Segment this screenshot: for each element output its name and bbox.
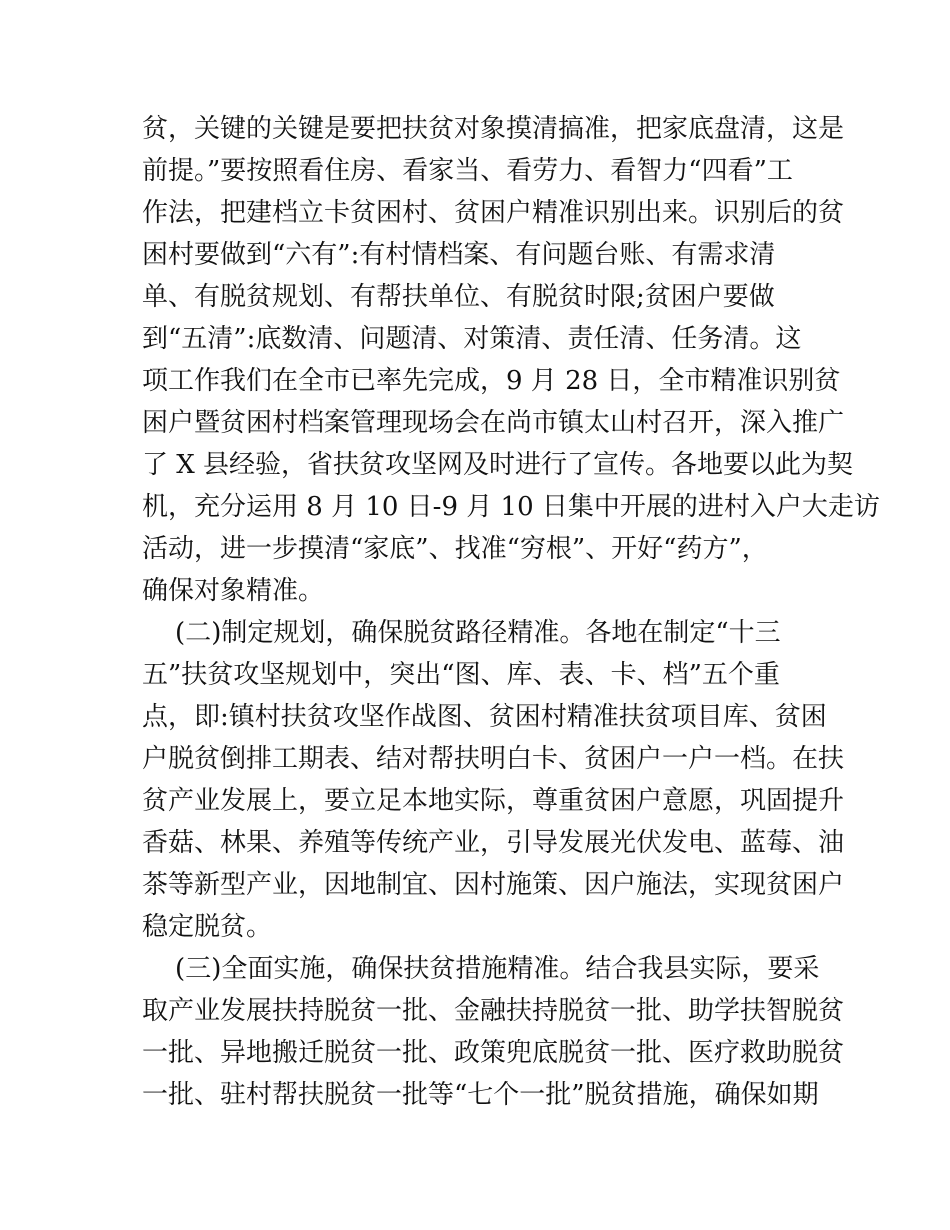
document-body — [142, 108, 880, 1116]
text-line: 户脱贫倒排工期表、结对帮扶明白卡、贫困户一户一档。在扶 — [142, 744, 845, 774]
text-line: 一批、异地搬迁脱贫一批、政策兜底脱贫一批、医疗救助脱贫 — [142, 1038, 845, 1068]
text-line: 单、有脱贫规划、有帮扶单位、有脱贫时限;贫困户要做 — [142, 282, 775, 312]
text-line: (三)全面实施，确保扶贫措施精准。结合我县实际，要采 — [142, 954, 820, 984]
text-line: 作法，把建档立卡贫困村、贫困户精准识别出来。识别后的贫 — [142, 198, 845, 228]
text-line: 项工作我们在全市已率先完成，9 月 28 日，全市精准识别贫 — [142, 366, 841, 396]
text-line: 机，充分运用 8 月 10 日-9 月 10 日集中开展的进村入户大走访 — [142, 492, 880, 522]
text-line: 到“五清”:底数清、问题清、对策清、责任清、任务清。这 — [142, 324, 802, 354]
text-line: 了 X 县经验，省扶贫攻坚网及时进行了宣传。各地要以此为契 — [142, 450, 854, 480]
text-line: 贫产业发展上，要立足本地实际，尊重贫困户意愿，巩固提升 — [142, 786, 845, 816]
text-line: 取产业发展扶持脱贫一批、金融扶持脱贫一批、助学扶智脱贫 — [142, 996, 845, 1026]
text-line: 香菇、林果、养殖等传统产业，引导发展光伏发电、蓝莓、油 — [142, 828, 845, 858]
text-line: 一批、驻村帮扶脱贫一批等“七个一批”脱贫措施，确保如期 — [142, 1080, 819, 1110]
text-line: 前提。”要按照看住房、看家当、看劳力、看智力“四看”工 — [142, 156, 793, 186]
text-line: 稳定脱贫。 — [142, 912, 273, 942]
text-line: 确保对象精准。 — [142, 576, 325, 606]
text-line: 困村要做到“六有”:有村情档案、有问题台账、有需求清 — [142, 240, 776, 270]
text-line: 茶等新型产业，因地制宜、因村施策、因户施法，实现贫困户 — [142, 870, 845, 900]
text-line: 五”扶贫攻坚规划中，突出“图、库、表、卡、档”五个重 — [142, 660, 780, 690]
text-line: 困户暨贫困村档案管理现场会在尚市镇太山村召开，深入推广 — [142, 408, 845, 438]
text-line: (二)制定规划，确保脱贫路径精准。各地在制定“十三 — [142, 618, 781, 648]
text-line: 点，即:镇村扶贫攻坚作战图、贫困村精准扶贫项目库、贫困 — [142, 702, 827, 732]
text-line: 贫，关键的关键是要把扶贫对象摸清搞准，把家底盘清，这是 — [142, 114, 845, 144]
text-line: 活动，进一步摸清“家底”、找准“穷根”、开好“药方”， — [142, 534, 768, 564]
